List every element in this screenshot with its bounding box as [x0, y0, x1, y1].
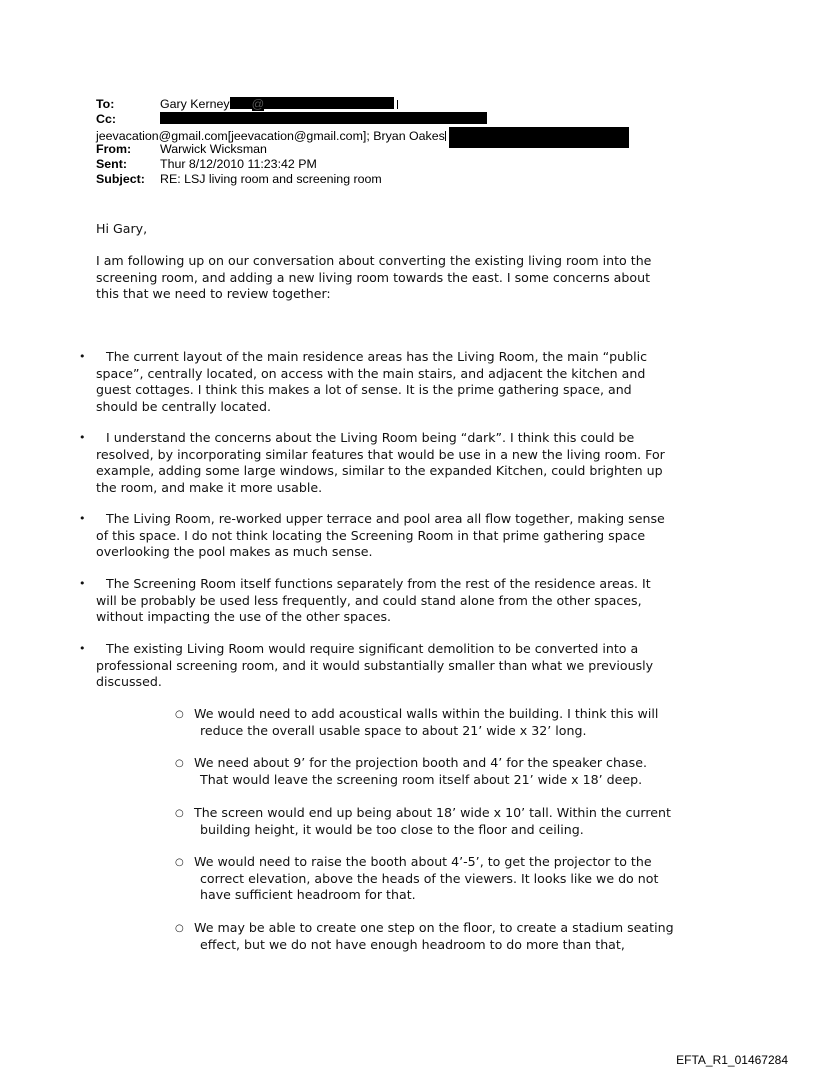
bullet-glyph: •	[79, 512, 86, 525]
subbullet-item	[175, 706, 725, 739]
bullet-item	[79, 430, 726, 496]
bullet-line: the room, and make it more usable.	[96, 479, 323, 495]
bullet-line: discussed.	[96, 674, 162, 689]
subject-value: RE: LSJ living room and screening room	[160, 172, 382, 186]
to-separator: @	[251, 97, 265, 111]
bullet-line: should be centrally located.	[96, 398, 271, 414]
redaction-bar	[230, 97, 252, 109]
bullet-glyph: •	[79, 431, 86, 444]
bullet-item	[79, 511, 726, 561]
bullet-line: resolved, by incorporating similar features that would be use in a new the living room. For	[96, 446, 665, 462]
bullet-glyph: •	[79, 642, 86, 655]
bullet-line: of this space. I do not think locating the Screening Room in that prime gathering space	[96, 527, 646, 543]
subbullet-glyph: ○	[175, 808, 184, 819]
cc-row	[96, 112, 629, 127]
to-value: Gary Kerney	[160, 97, 230, 111]
subbullet-line: building height, it would be too close to the floor and ceiling.	[200, 821, 584, 837]
bullet-line: The Living Room, re-worked upper terrace and pool area all flow together, making sense	[106, 511, 665, 526]
subbullet-line: We may be able to create one step on the floor, to create a stadium seating	[194, 920, 674, 935]
bullet-line: The Screening Room itself functions separately from the rest of the residence areas. It	[106, 576, 651, 591]
redaction-bar	[264, 97, 394, 109]
subject-label: Subject:	[96, 172, 145, 186]
subbullet-line: We would need to raise the booth about 4’-5’, to get the projector to the	[194, 854, 652, 869]
to-label: To:	[96, 97, 115, 111]
bullet-line: The current layout of the main residence areas has the Living Room, the main “public	[106, 349, 648, 364]
document-id: EFTA_R1_01467284	[676, 1053, 788, 1067]
sent-row	[96, 157, 629, 172]
from-label: From:	[96, 142, 132, 156]
bullet-line: space”, centrally located, on access with the main stairs, and adjacent the kitchen and	[96, 365, 646, 381]
subbullet-line: reduce the overall usable space to about 21’ wide x 32’ long.	[200, 722, 587, 738]
redaction-bar	[160, 112, 487, 124]
bullet-line: overlooking the pool makes as much sense.	[96, 544, 373, 559]
bullet-item	[79, 349, 726, 415]
bullet-item	[79, 576, 726, 626]
subbullet-item	[175, 755, 725, 788]
cc-label: Cc:	[96, 112, 116, 126]
subbullet-item	[175, 920, 725, 953]
from-value: Warwick Wicksman	[160, 142, 267, 156]
bullet-line: I understand the concerns about the Living Room being “dark”. I think this could be	[106, 430, 635, 445]
to-row	[96, 97, 629, 112]
intro-paragraph	[96, 253, 726, 303]
intro-line: this that we need to review together:	[96, 286, 331, 301]
bullet-line: example, adding some large windows, similar to the expanded Kitchen, could brighten up	[96, 463, 663, 478]
email-header	[96, 97, 629, 187]
subbullet-glyph: ○	[175, 709, 184, 720]
bullet-line: without impacting the use of the other spaces.	[96, 609, 392, 624]
subbullet-item	[175, 805, 725, 838]
subbullet-line: correct elevation, above the heads of the viewers. It looks like we do not	[200, 870, 659, 886]
subbullet-line: That would leave the screening room itself about 21’ wide x 18’ deep.	[200, 771, 643, 787]
bullet-glyph: •	[79, 350, 86, 363]
subbullet-glyph: ○	[175, 758, 184, 769]
subbullet-line: We would need to add acoustical walls within the building. I think this will	[194, 706, 659, 721]
sent-label: Sent:	[96, 157, 127, 171]
bullet-glyph: •	[79, 577, 86, 590]
bullet-line: professional screening room, and it would substantially smaller than what we previously	[96, 657, 654, 673]
subbullet-line: have sufficient headroom for that.	[200, 887, 416, 902]
from-row	[96, 142, 629, 157]
cc-continuation-row	[96, 127, 629, 142]
intro-line: screening room, and adding a new living room towards the east. I some concerns about	[96, 269, 651, 285]
bullet-line: guest cottages. I think this makes a lot of sense. It is the prime gathering space, and	[96, 382, 632, 397]
greeting-text: Hi Gary,	[96, 221, 148, 236]
intro-line: I am following up on our conversation about converting the existing living room into the	[96, 253, 652, 268]
sent-value: Thur 8/12/2010 11:23:42 PM	[160, 157, 317, 171]
subbullet-line: The screen would end up being about 18’ wide x 10’ tall. Within the current	[194, 805, 671, 820]
subbullet-glyph: ○	[175, 857, 184, 868]
bullet-line: The existing Living Room would require significant demolition to be converted into a	[106, 641, 639, 656]
greeting	[96, 221, 726, 238]
redaction-end-mark	[394, 100, 398, 109]
subbullet-line: We need about 9’ for the projection booth and 4’ for the speaker chase.	[194, 755, 647, 770]
subbullet-line: effect, but we do not have enough headroom to do more than that,	[200, 936, 625, 952]
subject-row	[96, 172, 629, 187]
subbullet-glyph: ○	[175, 923, 184, 934]
bullet-line: will be probably be used less frequently, and could stand alone from the other spaces,	[96, 592, 642, 608]
bullet-item	[79, 641, 726, 691]
cc-recipients: jeevacation@gmail.com[jeevacation@gmail.com]; Bryan Oakes	[96, 129, 445, 143]
subbullet-item	[175, 854, 725, 904]
